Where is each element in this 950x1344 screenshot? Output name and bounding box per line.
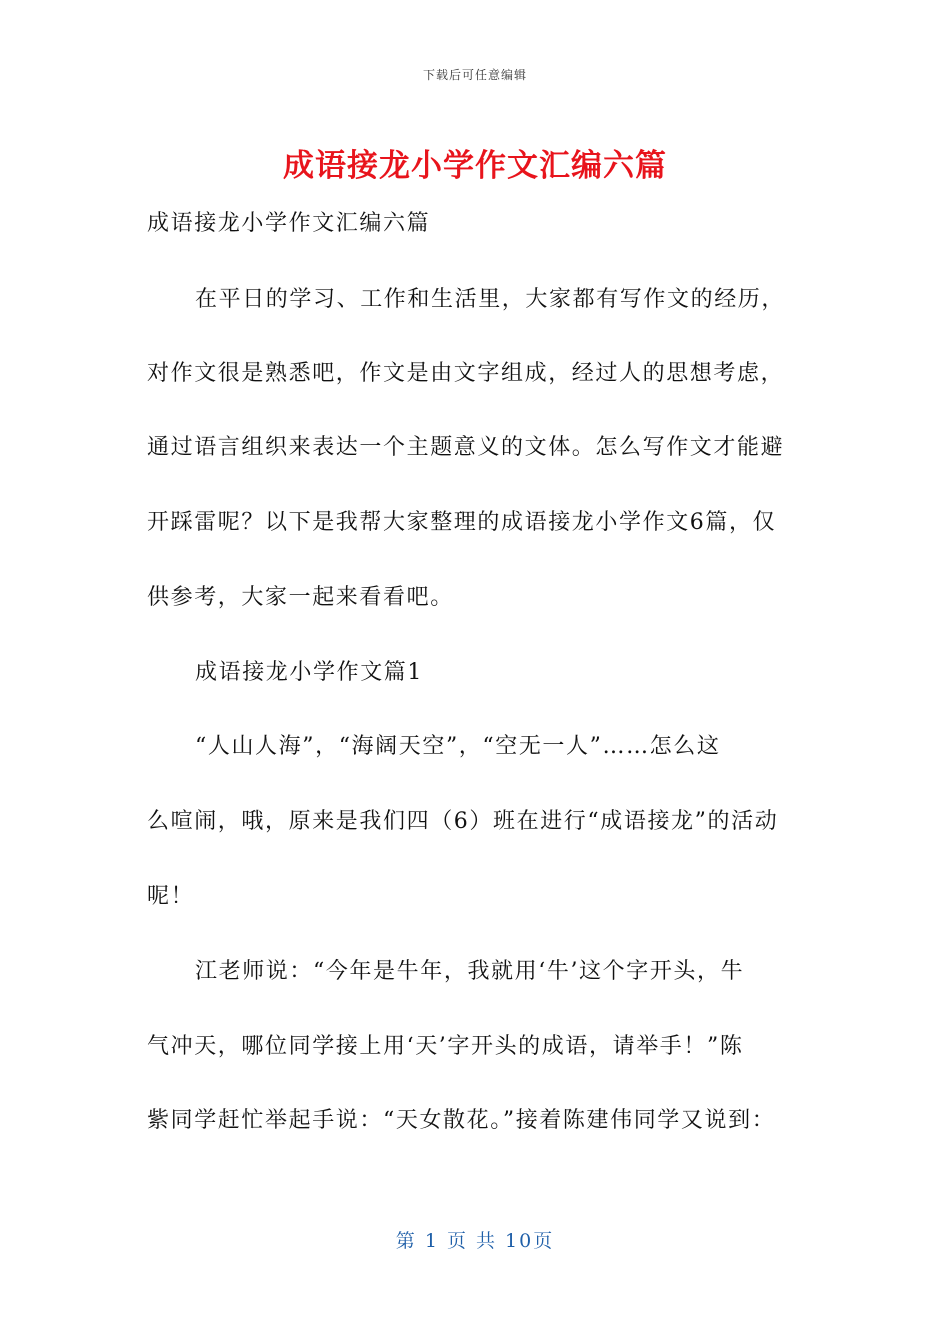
paragraph-line: 在平日的学习、工作和生活里，大家都有写作文的经历，	[195, 287, 786, 312]
header-note: 下载后可任意编辑	[422, 68, 527, 82]
paragraph-line: “人山人海”，“海阔天空”，“空无一人”……怎么这	[195, 734, 721, 759]
paragraph-line: 江老师说：“今年是牛年，我就用‘牛’这个字开头，牛	[195, 959, 745, 984]
document-subtitle: 成语接龙小学作文汇编六篇	[147, 211, 431, 236]
page-footer: 第 1 页 共 10页	[395, 1230, 555, 1252]
paragraph-line: 供参考，大家一起来看看吧。	[147, 585, 454, 610]
paragraph-line: 么喧闹，哦，原来是我们四（6）班在进行“成语接龙”的活动	[147, 809, 779, 834]
document-title: 成语接龙小学作文汇编六篇	[283, 148, 667, 184]
paragraph-line: 开踩雷呢？以下是我帮大家整理的成语接龙小学作文6篇，仅	[147, 510, 777, 535]
paragraph-line: 通过语言组织来表达一个主题意义的文体。怎么写作文才能避	[147, 435, 785, 460]
paragraph-line: 对作文很是熟悉吧，作文是由文字组成，经过人的思想考虑，	[147, 361, 785, 386]
paragraph-line: 紫同学赶忙举起手说：“天女散花。”接着陈建伟同学又说到：	[147, 1108, 776, 1133]
section-heading: 成语接龙小学作文篇1	[195, 660, 423, 685]
paragraph-line: 气冲天，哪位同学接上用‘天’字开头的成语，请举手！”陈	[147, 1034, 744, 1059]
paragraph-line: 呢！	[147, 884, 195, 909]
